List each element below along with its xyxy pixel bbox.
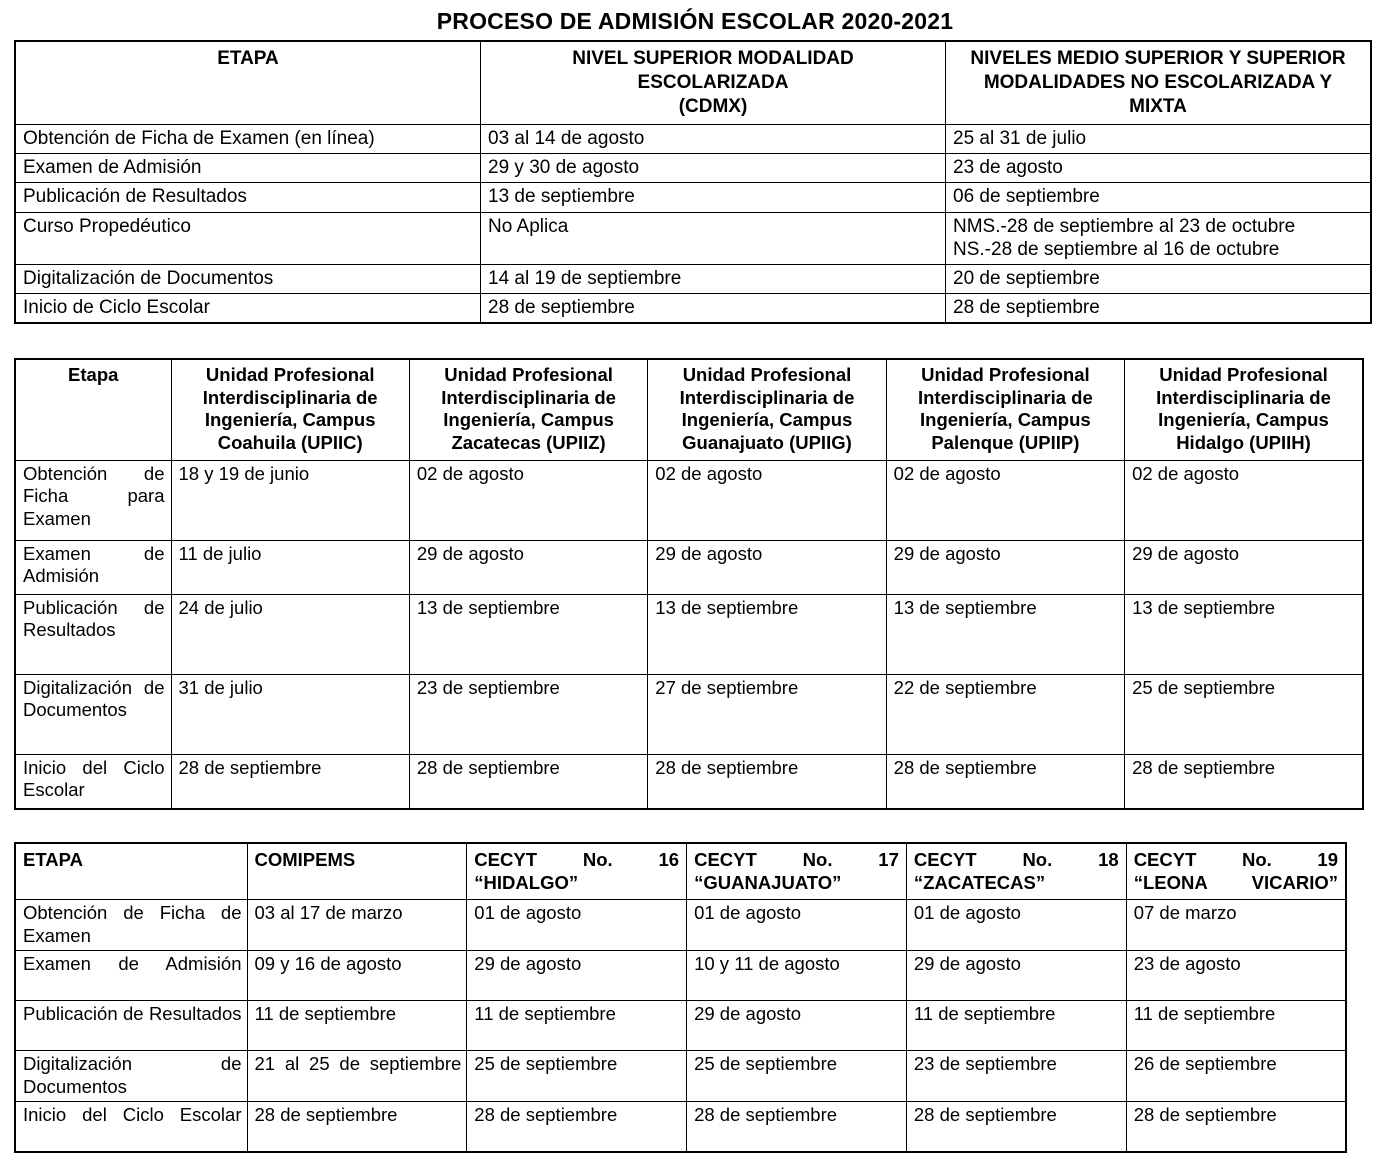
date-cell: 25 de septiembre: [467, 1051, 687, 1102]
stage-cell: Publicación de Resultados: [15, 1001, 247, 1051]
table-3-col-header-cecyt-17: [687, 843, 907, 900]
header-line-1: COMIPEMS: [254, 848, 356, 870]
date-cell: 29 de agosto: [409, 540, 647, 594]
table-2-body: [15, 460, 1363, 809]
date-cell: 23 de agosto: [946, 154, 1372, 183]
date-cell: 29 de agosto: [648, 540, 886, 594]
stage-cell: Obtención de Ficha de Examen (en línea): [15, 125, 481, 154]
date-cell: 23 de septiembre: [906, 1051, 1126, 1102]
date-cell: 13 de septiembre: [409, 594, 647, 674]
date-cell: 13 de septiembre: [648, 594, 886, 674]
date-cell: 28 de septiembre: [247, 1102, 467, 1153]
table-row: [15, 212, 1371, 264]
table-row: [15, 125, 1371, 154]
date-cell: 13 de septiembre: [886, 594, 1124, 674]
table-1-col-header-nivel-superior-line3: (CDMX): [678, 95, 748, 117]
date-cell: 01 de agosto: [687, 900, 907, 951]
date-cell: 25 de septiembre: [1125, 674, 1363, 754]
date-cell: 22 de septiembre: [886, 674, 1124, 754]
date-cell: 28 de septiembre: [481, 294, 946, 324]
date-cell: 11 de septiembre: [1126, 1001, 1346, 1051]
date-cell: 03 al 17 de marzo: [247, 900, 467, 951]
table-2-wrapper: [14, 358, 1390, 809]
table-2-col-header-etapa-line1: Etapa: [68, 364, 119, 386]
date-cell: 01 de agosto: [906, 900, 1126, 951]
stage-cell: Digitalización de Documentos: [15, 1051, 247, 1102]
table-row: [15, 1102, 1346, 1153]
header-line-1: CECYT No. 16: [474, 848, 680, 870]
table-1-col-header-etapa: [15, 41, 481, 124]
admission-schedule-table-general: [14, 40, 1372, 324]
date-cell: 02 de agosto: [886, 460, 1124, 540]
spacer-1: [0, 324, 1390, 358]
date-cell: 23 de agosto: [1126, 951, 1346, 1001]
header-line-2: “GUANAJUATO”: [694, 871, 842, 893]
header-line-1: Unidad Profesional: [1159, 364, 1328, 386]
header-line-4: Coahuila (UPIIC): [217, 431, 363, 453]
date-cell: 03 al 14 de agosto: [481, 125, 946, 154]
stage-cell: Inicio del Ciclo Escolar: [15, 1102, 247, 1153]
date-cell: 31 de julio: [171, 674, 409, 754]
header-line-2: “LEONA VICARIO”: [1133, 871, 1338, 893]
date-cell: 28 de septiembre: [409, 754, 647, 809]
date-cell: 09 y 16 de agosto: [247, 951, 467, 1001]
table-row: [15, 900, 1346, 951]
admission-schedule-table-upii: [14, 358, 1364, 809]
header-line-3: Ingeniería, Campus: [1158, 409, 1329, 431]
table-1-col-header-niveles-mixta-line3: MIXTA: [1129, 95, 1187, 117]
date-cell: 11 de septiembre: [247, 1001, 467, 1051]
table-row: [15, 294, 1371, 324]
date-cell: 14 al 19 de septiembre: [481, 264, 946, 293]
table-3-col-header-etapa: [15, 843, 247, 900]
table-3-col-header-cecyt-16: [467, 843, 687, 900]
date-cell: 01 de agosto: [467, 900, 687, 951]
header-line-1: ETAPA: [23, 848, 83, 870]
date-cell: 23 de septiembre: [409, 674, 647, 754]
stage-cell: Examen de Admisión: [15, 951, 247, 1001]
table-1-header-row: [15, 41, 1371, 124]
admission-schedule-table-cecyt: [14, 842, 1347, 1153]
header-line-1: CECYT No. 19: [1133, 848, 1338, 870]
stage-cell: Examen de Admisión: [15, 540, 171, 594]
table-3-head: [15, 843, 1346, 900]
table-1-col-header-nivel-superior-line2: ESCOLARIZADA: [637, 71, 789, 93]
table-2-col-header-upiih: [1125, 359, 1363, 460]
table-row: [15, 183, 1371, 212]
page-title: PROCESO DE ADMISIÓN ESCOLAR 2020-2021: [436, 8, 954, 34]
date-cell: 29 de agosto: [467, 951, 687, 1001]
table-1-head: [15, 41, 1371, 124]
header-line-3: Ingeniería, Campus: [204, 409, 376, 431]
date-cell: 18 y 19 de junio: [171, 460, 409, 540]
date-cell: 13 de septiembre: [481, 183, 946, 212]
date-line-ns: NS.-28 de septiembre al 16 de octubre: [953, 238, 1280, 260]
stage-cell: Digitalización de Documentos: [15, 264, 481, 293]
stage-cell: Inicio del Ciclo Escolar: [15, 754, 171, 809]
header-line-2: “ZACATECAS”: [913, 871, 1046, 893]
stage-cell: Publicación de Resultados: [15, 183, 481, 212]
table-3-wrapper: [14, 842, 1390, 1153]
date-cell: 28 de septiembre: [886, 754, 1124, 809]
date-cell: 02 de agosto: [648, 460, 886, 540]
date-cell: No Aplica: [481, 212, 946, 264]
table-3-header-row: [15, 843, 1346, 900]
stage-cell: Obtención de Ficha de Examen: [15, 900, 247, 951]
table-2-head: [15, 359, 1363, 460]
date-cell: 28 de septiembre: [648, 754, 886, 809]
date-cell: 11 de julio: [171, 540, 409, 594]
table-1-wrapper: [14, 40, 1390, 324]
header-line-1: CECYT No. 18: [913, 848, 1119, 870]
header-line-2: Interdisciplinaria de: [679, 386, 855, 408]
table-3-col-header-cecyt-19: [1126, 843, 1346, 900]
table-row: [15, 754, 1363, 809]
header-line-2: Interdisciplinaria de: [1156, 386, 1331, 408]
date-cell: 26 de septiembre: [1126, 1051, 1346, 1102]
date-cell: 25 al 31 de julio: [946, 125, 1372, 154]
table-3-body: [15, 900, 1346, 1153]
table-2-col-header-upiip: [886, 359, 1124, 460]
header-line-3: Ingeniería, Campus: [443, 409, 614, 431]
date-cell: 20 de septiembre: [946, 264, 1372, 293]
header-line-1: Unidad Profesional: [205, 364, 375, 386]
date-cell: 07 de marzo: [1126, 900, 1346, 951]
date-cell: 28 de septiembre: [946, 294, 1372, 324]
date-cell: 25 de septiembre: [687, 1051, 907, 1102]
table-row: [15, 460, 1363, 540]
stage-cell: Digitalización de Documentos: [15, 674, 171, 754]
header-line-1: Unidad Profesional: [444, 364, 613, 386]
header-line-4: Palenque (UPIIP): [931, 431, 1080, 453]
table-2-header-row: [15, 359, 1363, 460]
date-cell: 24 de julio: [171, 594, 409, 674]
date-cell: 29 de agosto: [886, 540, 1124, 594]
header-line-3: Ingeniería, Campus: [920, 409, 1091, 431]
table-1-col-header-niveles-mixta-line1: NIVELES MEDIO SUPERIOR Y SUPERIOR: [970, 48, 1346, 70]
table-row: [15, 1051, 1346, 1102]
date-cell: 29 de agosto: [906, 951, 1126, 1001]
date-cell: 27 de septiembre: [648, 674, 886, 754]
header-line-1: Unidad Profesional: [921, 364, 1090, 386]
table-1-col-header-niveles-mixta: [946, 41, 1372, 124]
date-cell: 11 de septiembre: [906, 1001, 1126, 1051]
header-line-2: Interdisciplinaria de: [202, 386, 378, 408]
date-cell: 13 de septiembre: [1125, 594, 1363, 674]
table-1-col-header-nivel-superior: [481, 41, 946, 124]
date-cell: 29 de agosto: [687, 1001, 907, 1051]
table-1-col-header-niveles-mixta-line2: MODALIDADES NO ESCOLARIZADA Y: [983, 71, 1333, 93]
date-cell: 11 de septiembre: [467, 1001, 687, 1051]
table-row: [15, 264, 1371, 293]
date-cell: 10 y 11 de agosto: [687, 951, 907, 1001]
date-cell: 28 de septiembre: [171, 754, 409, 809]
table-2-col-header-upiic: [171, 359, 409, 460]
header-line-2: “HIDALGO”: [474, 871, 579, 893]
table-2-col-header-upiiz: [409, 359, 647, 460]
header-line-3: Ingeniería, Campus: [681, 409, 853, 431]
table-1-col-header-nivel-superior-line1: NIVEL SUPERIOR MODALIDAD: [572, 48, 854, 70]
date-cell: 28 de septiembre: [1125, 754, 1363, 809]
table-3-col-header-comipems: [247, 843, 467, 900]
table-row: [15, 951, 1346, 1001]
date-cell: 28 de septiembre: [467, 1102, 687, 1153]
header-line-2: Interdisciplinaria de: [917, 386, 1093, 408]
date-cell: 02 de agosto: [1125, 460, 1363, 540]
date-cell: 02 de agosto: [409, 460, 647, 540]
spacer-2: [0, 810, 1390, 842]
date-cell-multiline: [946, 212, 1372, 264]
date-cell: 21 al 25 de septiembre: [247, 1051, 467, 1102]
header-line-1: CECYT No. 17: [694, 848, 899, 870]
date-cell: 29 de agosto: [1125, 540, 1363, 594]
table-row: [15, 540, 1363, 594]
header-line-4: Hidalgo (UPIIH): [1176, 431, 1311, 453]
table-row: [15, 594, 1363, 674]
header-line-4: Guanajuato (UPIIG): [682, 431, 852, 453]
date-cell: 28 de septiembre: [906, 1102, 1126, 1153]
date-cell: 28 de septiembre: [1126, 1102, 1346, 1153]
table-row: [15, 154, 1371, 183]
table-row: [15, 674, 1363, 754]
stage-cell: Publicación de Resultados: [15, 594, 171, 674]
table-1-col-header-etapa-line1: ETAPA: [217, 48, 279, 70]
header-line-1: Unidad Profesional: [682, 364, 852, 386]
stage-cell: Obtención de Ficha para Examen: [15, 460, 171, 540]
header-line-4: Zacatecas (UPIIZ): [451, 431, 606, 453]
stage-cell: Examen de Admisión: [15, 154, 481, 183]
date-line-nms: NMS.-28 de septiembre al 23 de octubre: [953, 215, 1296, 237]
date-cell: 28 de septiembre: [687, 1102, 907, 1153]
table-row: [15, 1001, 1346, 1051]
header-line-2: Interdisciplinaria de: [441, 386, 616, 408]
date-cell: 06 de septiembre: [946, 183, 1372, 212]
table-2-col-header-etapa: [15, 359, 171, 460]
stage-cell: Inicio de Ciclo Escolar: [15, 294, 481, 324]
stage-cell: Curso Propedéutico: [15, 212, 481, 264]
table-3-col-header-cecyt-18: [906, 843, 1126, 900]
table-1-body: [15, 125, 1371, 324]
date-cell: 29 y 30 de agosto: [481, 154, 946, 183]
table-2-col-header-upiig: [648, 359, 886, 460]
